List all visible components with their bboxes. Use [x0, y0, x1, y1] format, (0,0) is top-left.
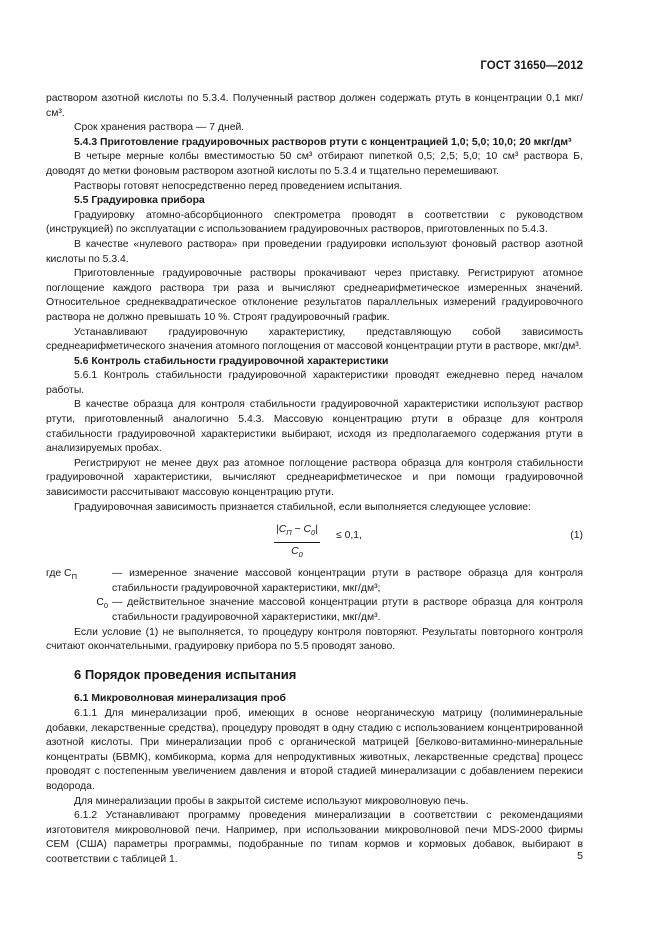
- formula-condition: ≤ 0,1,: [336, 530, 362, 542]
- formula-number: (1): [570, 530, 583, 542]
- paragraph: В качестве образца для контроля стабильности градуировочной характеристики используют раствор ртути, приготовленный аналогично 5.4.3. Массовую концентрацию ртути в образце для контроля стабильности градуировочной характеристики выбирают, исходя из предполагаемого содержания ртути в анализируемых пробах.: [46, 399, 583, 455]
- where-definition: — действительное значение массовой концентрации ртути в растворе образца для контроля стабильности градуировочной характеристики, мкг/дм³.: [112, 597, 583, 623]
- formula-1: [46, 521, 583, 563]
- paragraph: 6.1.2 Устанавливают программу проведения минерализации в соответствии с рекомендациями изготовителя микроволновой печи. Например, при использовании микроволновой печи MDS-2000 фирмы CEM (США) параметры программы, подобранные по типам кормов и кормовых добавок, выбирают в соответствии с таблицей 1.: [46, 810, 583, 865]
- paragraph: Срок хранения раствора — 7 дней.: [74, 122, 245, 134]
- section-heading-5-5: 5.5 Градуировка прибора: [74, 195, 205, 207]
- paragraph: Для минерализации пробы в закрытой системе используют микроволновую печь.: [74, 795, 469, 807]
- paragraph: В качестве «нулевого раствора» при проведении градуировки используют фоновый раствор азотной кислоты по 5.3.4.: [46, 238, 583, 265]
- paragraph: В четыре мерные колбы вместимостью 50 см³ отбирают пипеткой 0,5; 2,5; 5,0; 10 см³ раствора Б, доводят до метки фоновым раствором азотной кислоты по 5.3.4 и тщательно перемешивают.: [46, 151, 583, 177]
- document-body: [46, 92, 583, 868]
- paragraph: 5.6.1 Контроль стабильности градуировочной характеристики проводят ежедневно перед началом работы.: [46, 370, 583, 396]
- paragraph: 6.1.1 Для минерализации проб, имеющих в основе неорганическую матрицу (полиминеральные добавки, лекарственные средства), процедуру проводят в одну стадию с использованием концентрированной азотной кислоты. При минерализации проб с органической матрицей [белково-витаминно-минеральные концентраты (БВМК), комбикорма, корма для непродуктивных животных, лекарственные средства] процесс проводят с постепенным увеличением давления и второй стадией минерализации с добавлением перекиси водорода.: [46, 707, 583, 792]
- paragraph: Если условие (1) не выполняется, то процедуру контроля повторяют. Результаты повторного контроля считают окончательными, градуировку прибора по 5.5 проводят заново.: [46, 626, 583, 653]
- paragraph: раствором азотной кислоты по 5.3.4. Полученный раствор должен содержать ртуть в концентрации 0,1 мкг/см³.: [46, 93, 583, 119]
- where-item: [46, 567, 583, 596]
- paragraph: Приготовленные градуировочные растворы прокачивают через приставку. Регистрируют атомное поглощение каждого раствора три раза и вычисляют среднеарифметическое измеренных значений. Относительное среднеквадратическое отклонение результатов параллельных измерений градуировочного раствора не должно превышать 10 %. Строят градуировочный график.: [46, 268, 583, 323]
- where-symbol: где $C_П$: [46, 568, 77, 582]
- subsection-heading-5-4-3: 5.4.3 Приготовление градуировочных растворов ртути с концентрацией 1,0; 5,0; 10,0; 20 мкг/дм³: [74, 136, 572, 148]
- page-number: 5: [577, 850, 583, 862]
- paragraph: Градуировочная зависимость признается стабильной, если выполняется следующее условие:: [74, 501, 531, 513]
- paragraph: Градуировку атомно-абсорбционного спектрометра проводят в соответствии с руководством (инструкцией) по эксплуатации с использованием градуировочных растворов, приготовленных по 5.4.3.: [46, 209, 583, 236]
- formula-fraction: [274, 523, 320, 562]
- formula-denominator: $C_0$: [291, 545, 303, 559]
- where-symbol: $C_0$: [96, 597, 108, 611]
- where-item: [46, 596, 583, 625]
- paragraph: Устанавливают градуировочную характеристику, представляющую собой зависимость среднеарифметического значения атомного поглощения от массовой концентрации ртути в растворе, мкг/дм³.: [46, 326, 583, 353]
- section-heading-5-6: 5.6 Контроль стабильности градуировочной характеристики: [74, 355, 389, 367]
- formula-numerator: $|C_П - C_0|$: [274, 523, 320, 543]
- document-header: ГОСТ 31650—2012: [480, 60, 583, 72]
- where-definition: — измеренное значение массовой концентрации ртути в растворе образца для контроля стабильности градуировочной характеристики, мкг/дм³;: [112, 568, 583, 594]
- paragraph: Растворы готовят непосредственно перед проведением испытания.: [74, 180, 403, 192]
- subsection-heading-6-1: 6.1 Микроволновая минерализация проб: [74, 693, 286, 705]
- paragraph: Регистрируют не менее двух раз атомное поглощение раствора образца для контроля стабильности градуировочной характеристики, вычисляют среднеарифметическое и при помощи градуировочной зависимости рассчитывают массовую концентрацию ртути.: [46, 457, 583, 499]
- section-heading-6: 6 Порядок проведения испытания: [74, 666, 297, 682]
